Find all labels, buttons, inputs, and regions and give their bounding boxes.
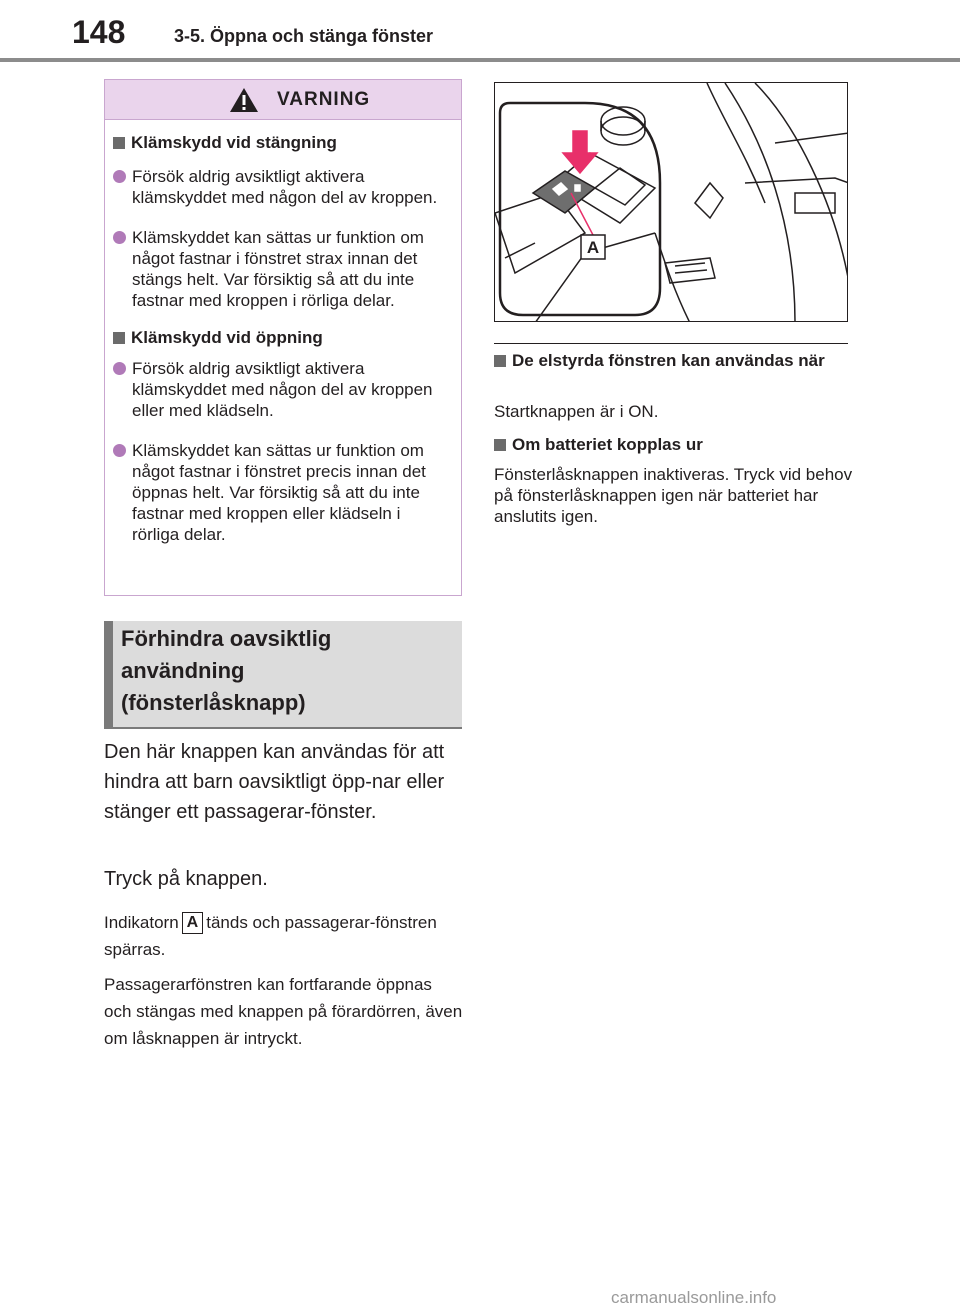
square-bullet-icon <box>494 439 506 451</box>
square-bullet-icon <box>113 137 125 149</box>
window-lock-switch-illustration <box>494 82 848 322</box>
text-when-usable: Startknappen är i ON. <box>494 402 659 421</box>
page-number: 148 <box>72 14 126 50</box>
round-bullet-icon <box>113 444 126 457</box>
right-column-divider <box>494 343 848 344</box>
warning-box <box>104 79 462 596</box>
topic-divider <box>104 727 462 729</box>
page-header <box>0 0 960 64</box>
door-panel-drawing <box>495 83 848 322</box>
warning-subheading: Klämskydd vid stängning <box>113 132 447 154</box>
square-bullet-icon <box>494 355 506 367</box>
indicator-paragraph: Indikatorn A tänds och passagerar-fönstren spärras. <box>104 913 437 959</box>
warning-title: VARNING <box>277 89 371 110</box>
round-bullet-icon <box>113 170 126 183</box>
warning-triangle-icon <box>229 87 259 113</box>
warning-bullet: Försök aldrig avsiktligt aktivera klämskyddet med någon del av kroppen. <box>113 166 447 208</box>
indicator-a-badge: A <box>182 912 204 934</box>
subheading-when-usable: De elstyrda fönstren kan användas när <box>494 351 854 371</box>
callout-label-a: A <box>586 238 600 257</box>
topic-heading: Förhindra oavsiktlig användning (fönsterlåsknapp) <box>121 626 332 715</box>
topic-heading-box <box>104 621 462 728</box>
watermark-text: carmanualsonline.info <box>611 1288 777 1307</box>
warning-subheading: Klämskydd vid öppning <box>113 327 447 349</box>
intro-paragraph: Den här knappen kan användas för att hindra att barn oavsiktligt öpp-nar eller stänger ett passagerar-fönster. <box>104 741 445 823</box>
warning-bullet: Försök aldrig avsiktligt aktivera klämskyddet med någon del av kroppen eller med klädseln. <box>113 358 447 421</box>
instruction-text: Tryck på knappen. <box>104 868 268 890</box>
warning-bullet: Klämskyddet kan sättas ur funktion om något fastnar i fönstret strax innan det stängs helt. Var försiktig så att du inte fastnar med kroppen i rörliga delar. <box>113 227 447 311</box>
header-divider <box>0 58 960 62</box>
round-bullet-icon <box>113 231 126 244</box>
warning-header <box>105 80 461 120</box>
subheading-battery-disconnect: Om batteriet kopplas ur <box>494 435 854 455</box>
note-paragraph: Passagerarfönstren kan fortfarande öppnas och stängas med knappen på förardörren, även om låsknappen är intryckt. <box>104 975 463 1048</box>
text-battery-disconnect: Fönsterlåsknappen inaktiveras. Tryck vid behov på fönsterlåsknappen igen när batteriet har anslutits igen. <box>494 465 853 526</box>
square-bullet-icon <box>113 332 125 344</box>
warning-body <box>105 120 461 545</box>
round-bullet-icon <box>113 362 126 375</box>
topic-accent-bar <box>104 621 113 728</box>
section-title: 3-5. Öppna och stänga fönster <box>174 26 434 46</box>
warning-bullet: Klämskyddet kan sättas ur funktion om något fastnar i fönstret precis innan det öppnas helt. Var försiktig så att du inte fastnar med kroppen eller klädseln i rörliga delar. <box>113 440 447 545</box>
